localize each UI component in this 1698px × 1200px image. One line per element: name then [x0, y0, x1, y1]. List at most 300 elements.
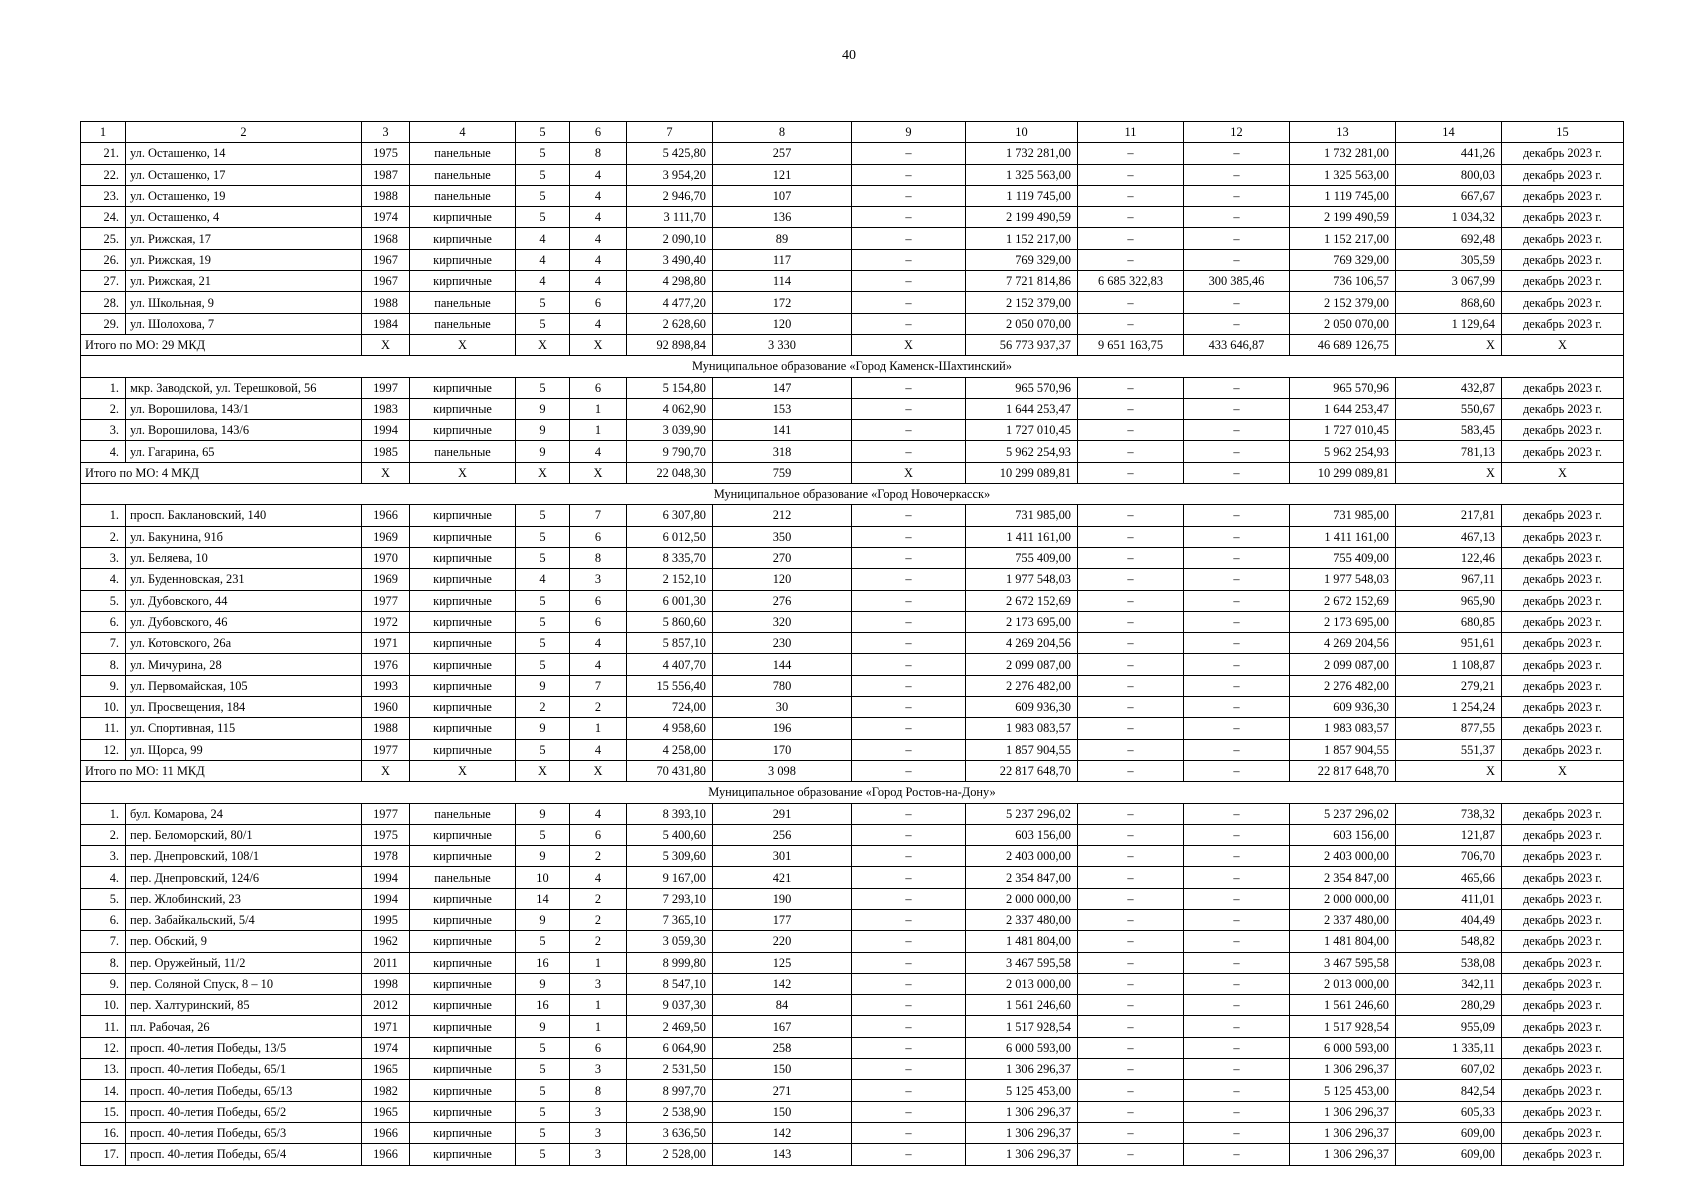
table-cell: 5 425,80 [627, 143, 713, 164]
column-number-cell: 13 [1290, 122, 1396, 143]
table-cell: – [1078, 633, 1184, 654]
table-cell: 4 258,00 [627, 739, 713, 760]
table-cell: – [1078, 888, 1184, 909]
table-cell: 16. [81, 1122, 126, 1143]
table-row [81, 888, 1624, 909]
table-cell: 10. [81, 995, 126, 1016]
table-row [81, 249, 1624, 270]
table-cell: 9 [516, 909, 570, 930]
table-cell: – [852, 675, 966, 696]
table-cell: X [1502, 334, 1624, 355]
table-cell: кирпичные [410, 1122, 516, 1143]
table-cell: 142 [713, 973, 852, 994]
table-row [81, 1059, 1624, 1080]
table-cell: 2 403 000,00 [966, 846, 1078, 867]
table-cell: 1 306 296,37 [966, 1144, 1078, 1165]
table-cell: X [1502, 462, 1624, 483]
table-cell: 172 [713, 292, 852, 313]
table-cell: 432,87 [1396, 377, 1502, 398]
section-title: Муниципальное образование «Город Ростов-на-Дону» [81, 782, 1624, 803]
table-cell: 5. [81, 888, 126, 909]
table-cell: 28. [81, 292, 126, 313]
table-cell: 1 129,64 [1396, 313, 1502, 334]
table-cell: 6 000 593,00 [966, 1037, 1078, 1058]
table-cell: – [1184, 846, 1290, 867]
table-cell: 10 299 089,81 [1290, 462, 1396, 483]
table-cell: 6 [570, 292, 627, 313]
table-cell: 1 517 928,54 [1290, 1016, 1396, 1037]
table-cell: 22. [81, 164, 126, 185]
table-cell: – [852, 590, 966, 611]
table-cell: декабрь 2023 г. [1502, 1101, 1624, 1122]
table-cell: – [1184, 420, 1290, 441]
table-cell: 1 857 904,55 [1290, 739, 1396, 760]
table-row [81, 1016, 1624, 1037]
table-cell: 13. [81, 1059, 126, 1080]
table-cell: кирпичные [410, 697, 516, 718]
table-cell: 2 538,90 [627, 1101, 713, 1122]
table-cell: 607,02 [1396, 1059, 1502, 1080]
table-cell: 467,13 [1396, 526, 1502, 547]
table-cell: – [852, 739, 966, 760]
table-cell: 4 [516, 228, 570, 249]
table-cell: X [570, 334, 627, 355]
table-cell: пер. Обский, 9 [126, 931, 362, 952]
table-cell: 3 098 [713, 760, 852, 781]
table-cell: 1977 [362, 803, 410, 824]
column-number-cell: 8 [713, 122, 852, 143]
table-cell: – [1078, 952, 1184, 973]
table-cell: 6 [570, 526, 627, 547]
table-cell: 2 [570, 697, 627, 718]
table-cell: 300 385,46 [1184, 271, 1290, 292]
table-cell: 1968 [362, 228, 410, 249]
table-cell: – [1078, 292, 1184, 313]
table-cell: декабрь 2023 г. [1502, 718, 1624, 739]
table-cell: 92 898,84 [627, 334, 713, 355]
table-cell: 3. [81, 547, 126, 568]
table-cell: кирпичные [410, 377, 516, 398]
table-cell: 1 [570, 420, 627, 441]
table-cell: – [1078, 909, 1184, 930]
table-cell: 5 [516, 824, 570, 845]
page-number: 40 [842, 48, 856, 63]
table-cell: ул. Спортивная, 115 [126, 718, 362, 739]
table-body [81, 122, 1624, 1166]
table-cell: панельные [410, 185, 516, 206]
table-cell: 24. [81, 207, 126, 228]
table-cell: кирпичные [410, 739, 516, 760]
table-cell: – [852, 1059, 966, 1080]
table-cell: декабрь 2023 г. [1502, 867, 1624, 888]
housing-repair-table [80, 121, 1624, 1166]
table-cell: ул. Мичурина, 28 [126, 654, 362, 675]
table-cell: ул. Осташенко, 14 [126, 143, 362, 164]
table-cell: – [1078, 420, 1184, 441]
table-cell: мкр. Заводской, ул. Терешковой, 56 [126, 377, 362, 398]
table-cell: 1 411 161,00 [966, 526, 1078, 547]
table-cell: декабрь 2023 г. [1502, 824, 1624, 845]
table-cell: – [1184, 526, 1290, 547]
table-cell: кирпичные [410, 1016, 516, 1037]
table-cell: 150 [713, 1059, 852, 1080]
table-cell: 1975 [362, 824, 410, 845]
table-cell: 4 [570, 207, 627, 228]
table-cell: – [1078, 1016, 1184, 1037]
table-cell: 271 [713, 1080, 852, 1101]
table-cell: ул. Дубовского, 46 [126, 611, 362, 632]
table-cell: X [410, 760, 516, 781]
table-cell: 9 651 163,75 [1078, 334, 1184, 355]
table-cell: 122,46 [1396, 547, 1502, 568]
table-cell: 9 167,00 [627, 867, 713, 888]
table-cell: 4 407,70 [627, 654, 713, 675]
table-cell: кирпичные [410, 888, 516, 909]
table-cell: X [1396, 760, 1502, 781]
table-cell: – [1184, 1059, 1290, 1080]
table-cell: декабрь 2023 г. [1502, 909, 1624, 930]
table-cell: – [1078, 1080, 1184, 1101]
table-cell: кирпичные [410, 526, 516, 547]
table-cell: – [1184, 675, 1290, 696]
table-cell: – [1184, 867, 1290, 888]
table-cell: – [1078, 654, 1184, 675]
table-cell: панельные [410, 313, 516, 334]
table-cell: 769 329,00 [1290, 249, 1396, 270]
table-cell: X [516, 462, 570, 483]
table-cell: 1 977 548,03 [966, 569, 1078, 590]
table-row [81, 611, 1624, 632]
table-cell: 2. [81, 824, 126, 845]
table-cell: кирпичные [410, 995, 516, 1016]
table-cell: – [1078, 590, 1184, 611]
table-cell: 2 337 480,00 [966, 909, 1078, 930]
table-cell: 22 048,30 [627, 462, 713, 483]
table-cell: 3. [81, 846, 126, 867]
table-cell: 583,45 [1396, 420, 1502, 441]
table-cell: 1 517 928,54 [966, 1016, 1078, 1037]
table-cell: 10 299 089,81 [966, 462, 1078, 483]
table-cell: 2 152 379,00 [1290, 292, 1396, 313]
table-cell: 4 958,60 [627, 718, 713, 739]
table-cell: – [852, 654, 966, 675]
table-cell: 6. [81, 611, 126, 632]
table-cell: панельные [410, 164, 516, 185]
table-cell: – [1078, 973, 1184, 994]
table-cell: 5 [516, 1122, 570, 1143]
column-number-cell: 4 [410, 122, 516, 143]
table-cell: X [852, 334, 966, 355]
table-cell: 842,54 [1396, 1080, 1502, 1101]
table-cell: декабрь 2023 г. [1502, 803, 1624, 824]
table-cell: – [1078, 1144, 1184, 1165]
table-cell: 8. [81, 952, 126, 973]
table-cell: – [852, 164, 966, 185]
table-cell: 2 173 695,00 [1290, 611, 1396, 632]
table-cell: – [852, 1080, 966, 1101]
table-cell: 603 156,00 [1290, 824, 1396, 845]
total-label: Итого по МО: 11 МКД [81, 760, 362, 781]
table-cell: – [852, 1037, 966, 1058]
table-cell: 800,03 [1396, 164, 1502, 185]
table-cell: 4 [570, 164, 627, 185]
table-cell: декабрь 2023 г. [1502, 697, 1624, 718]
table-cell: – [1184, 952, 1290, 973]
table-cell: 8 393,10 [627, 803, 713, 824]
column-number-cell: 1 [81, 122, 126, 143]
table-cell: кирпичные [410, 931, 516, 952]
table-row [81, 1122, 1624, 1143]
table-cell: ул. Буденновская, 231 [126, 569, 362, 590]
table-cell: 256 [713, 824, 852, 845]
table-cell: ул. Рижская, 21 [126, 271, 362, 292]
table-cell: 781,13 [1396, 441, 1502, 462]
table-cell: – [1078, 1101, 1184, 1122]
table-cell: кирпичные [410, 505, 516, 526]
total-row [81, 334, 1624, 355]
table-cell: 167 [713, 1016, 852, 1037]
table-row [81, 803, 1624, 824]
table-cell: 2 199 490,59 [1290, 207, 1396, 228]
table-cell: пер. Халтуринский, 85 [126, 995, 362, 1016]
table-cell: – [852, 760, 966, 781]
table-cell: 1960 [362, 697, 410, 718]
table-row [81, 505, 1624, 526]
table-cell: 107 [713, 185, 852, 206]
table-cell: 5 962 254,93 [1290, 441, 1396, 462]
table-cell: X [516, 760, 570, 781]
table-cell: ул. Щорса, 99 [126, 739, 362, 760]
table-cell: 1 [570, 952, 627, 973]
table-cell: 2 [570, 888, 627, 909]
table-cell: 2 199 490,59 [966, 207, 1078, 228]
table-cell: 2 173 695,00 [966, 611, 1078, 632]
table-cell: декабрь 2023 г. [1502, 143, 1624, 164]
table-cell: декабрь 2023 г. [1502, 654, 1624, 675]
table-cell: – [852, 1101, 966, 1122]
table-cell: декабрь 2023 г. [1502, 228, 1624, 249]
table-cell: 759 [713, 462, 852, 483]
table-cell: просп. 40-летия Победы, 65/1 [126, 1059, 362, 1080]
table-cell: – [852, 995, 966, 1016]
table-cell: ул. Школьная, 9 [126, 292, 362, 313]
table-cell: – [1184, 1080, 1290, 1101]
table-cell: – [852, 824, 966, 845]
table-cell: просп. 40-летия Победы, 65/13 [126, 1080, 362, 1101]
table-cell: кирпичные [410, 654, 516, 675]
table-cell: 9 [516, 1016, 570, 1037]
table-cell: 5 125 453,00 [966, 1080, 1078, 1101]
table-cell: 258 [713, 1037, 852, 1058]
table-cell: 27. [81, 271, 126, 292]
table-cell: 10 [516, 867, 570, 888]
table-cell: 603 156,00 [966, 824, 1078, 845]
table-cell: 551,37 [1396, 739, 1502, 760]
table-cell: 2. [81, 398, 126, 419]
table-cell: 2 672 152,69 [966, 590, 1078, 611]
table-cell: 4 [570, 249, 627, 270]
table-cell: – [1078, 207, 1184, 228]
table-cell: 2 152,10 [627, 569, 713, 590]
table-cell: – [852, 718, 966, 739]
table-cell: 22 817 648,70 [1290, 760, 1396, 781]
table-cell: – [1184, 228, 1290, 249]
table-cell: декабрь 2023 г. [1502, 547, 1624, 568]
table-cell: 9 [516, 420, 570, 441]
table-cell: 5 857,10 [627, 633, 713, 654]
table-cell: 117 [713, 249, 852, 270]
table-cell: 305,59 [1396, 249, 1502, 270]
table-cell: 433 646,87 [1184, 334, 1290, 355]
table-row [81, 313, 1624, 334]
table-cell: 738,32 [1396, 803, 1502, 824]
table-cell: – [1078, 718, 1184, 739]
section-row [81, 484, 1624, 505]
table-cell: 5 [516, 1059, 570, 1080]
table-cell: кирпичные [410, 249, 516, 270]
table-cell: 9 [516, 973, 570, 994]
table-cell: 1. [81, 377, 126, 398]
table-cell: 8 335,70 [627, 547, 713, 568]
table-cell: 6 064,90 [627, 1037, 713, 1058]
table-cell: – [1078, 569, 1184, 590]
table-cell: кирпичные [410, 718, 516, 739]
table-cell: просп. 40-летия Победы, 65/2 [126, 1101, 362, 1122]
table-cell: 2011 [362, 952, 410, 973]
table-cell: – [1078, 377, 1184, 398]
table-cell: 706,70 [1396, 846, 1502, 867]
table-cell: – [1078, 526, 1184, 547]
table-cell: 1994 [362, 867, 410, 888]
table-cell: 1977 [362, 590, 410, 611]
table-row [81, 228, 1624, 249]
table-cell: 7 [570, 505, 627, 526]
table-cell: X [410, 462, 516, 483]
table-cell: X [1502, 760, 1624, 781]
table-cell: 4 [570, 739, 627, 760]
table-cell: 6 012,50 [627, 526, 713, 547]
table-cell: – [1078, 462, 1184, 483]
table-cell: 1 732 281,00 [966, 143, 1078, 164]
table-row [81, 995, 1624, 1016]
table-cell: 21. [81, 143, 126, 164]
table-cell: кирпичные [410, 271, 516, 292]
table-cell: 1 306 296,37 [966, 1059, 1078, 1080]
table-cell: 5 [516, 547, 570, 568]
table-cell: декабрь 2023 г. [1502, 995, 1624, 1016]
table-cell: 11. [81, 1016, 126, 1037]
table-cell: 230 [713, 633, 852, 654]
table-cell: – [852, 441, 966, 462]
column-number-cell: 12 [1184, 122, 1290, 143]
table-cell: 2 013 000,00 [1290, 973, 1396, 994]
table-cell: ул. Просвещения, 184 [126, 697, 362, 718]
table-cell: 29. [81, 313, 126, 334]
table-cell: 12. [81, 739, 126, 760]
table-cell: – [852, 143, 966, 164]
table-cell: X [362, 334, 410, 355]
table-cell: 6 001,30 [627, 590, 713, 611]
table-cell: 680,85 [1396, 611, 1502, 632]
table-row [81, 547, 1624, 568]
table-cell: 1967 [362, 271, 410, 292]
table-cell: – [1078, 441, 1184, 462]
table-cell: – [1184, 249, 1290, 270]
table-cell: X [1396, 462, 1502, 483]
table-cell: пл. Рабочая, 26 [126, 1016, 362, 1037]
table-cell: пер. Днепровский, 124/6 [126, 867, 362, 888]
table-cell: X [570, 462, 627, 483]
table-cell: 342,11 [1396, 973, 1502, 994]
table-cell: – [1078, 824, 1184, 845]
table-cell: 877,55 [1396, 718, 1502, 739]
table-row [81, 952, 1624, 973]
table-cell: 3 [570, 569, 627, 590]
table-cell: 5 962 254,93 [966, 441, 1078, 462]
table-cell: кирпичные [410, 824, 516, 845]
table-cell: кирпичные [410, 675, 516, 696]
table-cell: 9 [516, 718, 570, 739]
table-cell: 5 [516, 292, 570, 313]
table-cell: 3 954,20 [627, 164, 713, 185]
table-row [81, 143, 1624, 164]
table-cell: – [1078, 547, 1184, 568]
table-cell: кирпичные [410, 569, 516, 590]
table-cell: 5 237 296,02 [966, 803, 1078, 824]
table-cell: декабрь 2023 г. [1502, 505, 1624, 526]
table-cell: 769 329,00 [966, 249, 1078, 270]
table-cell: 1976 [362, 654, 410, 675]
table-cell: 731 985,00 [966, 505, 1078, 526]
table-cell: 1 034,32 [1396, 207, 1502, 228]
table-cell: X [570, 760, 627, 781]
table-cell: 5 [516, 207, 570, 228]
table-cell: 22 817 648,70 [966, 760, 1078, 781]
table-cell: 2 628,60 [627, 313, 713, 334]
table-cell: 736 106,57 [1290, 271, 1396, 292]
table-cell: – [852, 207, 966, 228]
table-cell: 3 067,99 [1396, 271, 1502, 292]
table-cell: декабрь 2023 г. [1502, 377, 1624, 398]
table-cell: 2 [570, 931, 627, 952]
table-cell: кирпичные [410, 909, 516, 930]
table-cell: 9 [516, 846, 570, 867]
table-cell: 120 [713, 313, 852, 334]
table-cell: декабрь 2023 г. [1502, 931, 1624, 952]
table-cell: 411,01 [1396, 888, 1502, 909]
table-cell: декабрь 2023 г. [1502, 952, 1624, 973]
table-cell: 46 689 126,75 [1290, 334, 1396, 355]
table-cell: 1 977 548,03 [1290, 569, 1396, 590]
table-cell: 1970 [362, 547, 410, 568]
column-number-cell: 11 [1078, 122, 1184, 143]
table-cell: – [852, 313, 966, 334]
table-cell: X [410, 334, 516, 355]
table-cell: декабрь 2023 г. [1502, 398, 1624, 419]
table-cell: 1 [570, 718, 627, 739]
table-cell: 212 [713, 505, 852, 526]
table-cell: ул. Ворошилова, 143/1 [126, 398, 362, 419]
table-cell: ул. Беляева, 10 [126, 547, 362, 568]
table-cell: X [362, 760, 410, 781]
table-cell: 5 [516, 633, 570, 654]
table-cell: 548,82 [1396, 931, 1502, 952]
table-cell: 30 [713, 697, 852, 718]
table-cell: 1966 [362, 1122, 410, 1143]
table-cell: 2 050 070,00 [1290, 313, 1396, 334]
table-cell: 1 119 745,00 [1290, 185, 1396, 206]
table-cell: 955,09 [1396, 1016, 1502, 1037]
